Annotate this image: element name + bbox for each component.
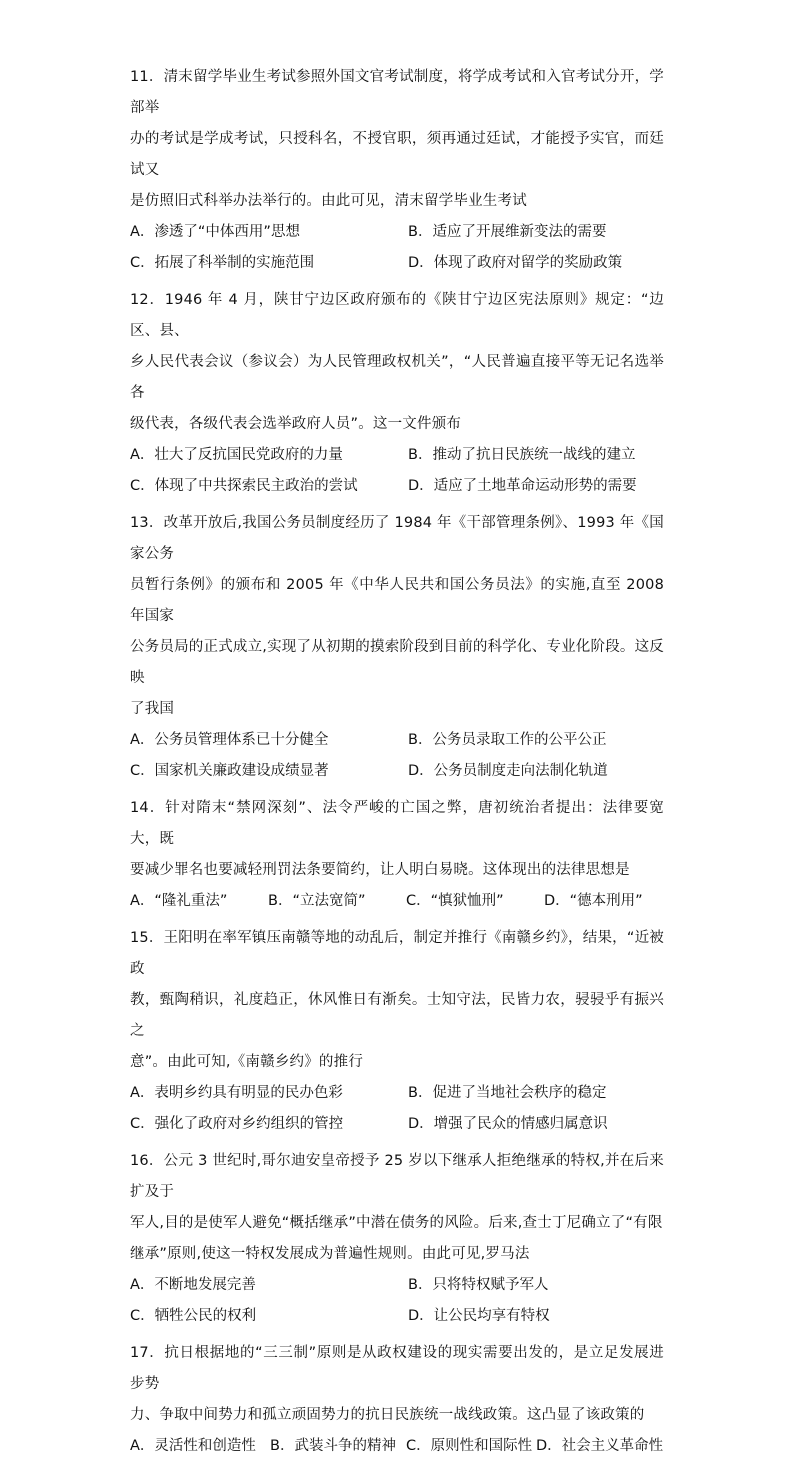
stem-line: 继承”原则,使这一特权发展成为普遍性规则。由此可见,罗马法 — [130, 1246, 530, 1262]
option-d: D．公务员制度走向法制化轨道 — [408, 763, 608, 779]
question-stem — [130, 1146, 664, 1270]
options — [130, 1431, 664, 1462]
question-16 — [130, 1146, 664, 1332]
stem-line: 16．公元 3 世纪时,哥尔迪安皇帝授予 25 岁以下继承人拒绝继承的特权,并在后来扩及于 — [130, 1153, 664, 1200]
stem-line: 要减少罪名也要减轻刑罚法条要简约，让人明白易晓。这体现出的法律思想是 — [130, 862, 630, 878]
option-b: B．推动了抗日民族统一战线的建立 — [408, 447, 636, 463]
option-a: A．不断地发展完善 — [130, 1277, 256, 1293]
option-a: A．表明乡约具有明显的民办色彩 — [130, 1085, 343, 1101]
question-11 — [130, 62, 664, 279]
question-15 — [130, 923, 664, 1140]
stem-line: 意”。由此可知,《南赣乡约》的推行 — [130, 1054, 364, 1070]
stem-line: 军人,目的是使军人避免“概括继承”中潜在债务的风险。后来,查士丁尼确立了“有限 — [130, 1215, 663, 1231]
question-stem — [130, 508, 664, 725]
stem-line: 17．抗日根据地的“三三制”原则是从政权建设的现实需要出发的，是立足发展进步势 — [130, 1345, 664, 1392]
options — [130, 1270, 664, 1332]
option-b: B．“立法宽简” — [268, 893, 366, 909]
option-c: C．强化了政府对乡约组织的管控 — [130, 1116, 344, 1132]
option-c: C．牺牲公民的权利 — [130, 1308, 257, 1324]
option-a: A．“隆礼重法” — [130, 893, 228, 909]
option-b: B．公务员录取工作的公平公正 — [408, 732, 607, 748]
stem-line: 14．针对隋末“禁网深刻”、法令严峻的亡国之弊，唐初统治者提出：法律要宽大，既 — [130, 800, 664, 847]
stem-line: 乡人民代表会议（参议会）为人民管理政权机关”，“人民普遍直接平等无记名选举各 — [130, 354, 664, 401]
option-a: A．渗透了“中体西用”思想 — [130, 224, 300, 240]
options — [130, 886, 664, 917]
question-13 — [130, 508, 664, 787]
options — [130, 725, 664, 787]
stem-line: 员暂行条例》的颁布和 2005 年《中华人民共和国公务员法》的实施,直至 2008 年国家 — [130, 577, 664, 624]
question-stem — [130, 62, 664, 217]
option-b: B．武装斗争的精神 — [270, 1438, 396, 1454]
option-c: C．国家机关廉政建设成绩显著 — [130, 763, 329, 779]
stem-line: 是仿照旧式科举办法举行的。由此可见，清末留学毕业生考试 — [130, 193, 527, 209]
question-14 — [130, 793, 664, 917]
option-a: A．灵活性和创造性 — [130, 1438, 256, 1454]
stem-line: 教，甄陶稍识，礼度趋正，休风惟日有渐矣。士知守法，民皆力农，骎骎乎有振兴之 — [130, 992, 664, 1039]
stem-line: 级代表，各级代表会选举政府人员”。这一文件颁布 — [130, 416, 462, 432]
stem-line: 力、争取中间势力和孤立顽固势力的抗日民族统一战线政策。这凸显了该政策的 — [130, 1407, 645, 1423]
question-12 — [130, 285, 664, 502]
stem-line: 12．1946 年 4 月，陕甘宁边区政府颁布的《陕甘宁边区宪法原则》规定：“边区、县、 — [130, 292, 664, 339]
question-stem — [130, 1338, 664, 1431]
option-c: C．体现了中共探索民主政治的尝试 — [130, 478, 358, 494]
option-c: C．“慎狱恤刑” — [406, 893, 504, 909]
option-d: D．体现了政府对留学的奖励政策 — [408, 255, 623, 271]
option-c: C．拓展了科举制的实施范围 — [130, 255, 315, 271]
options — [130, 217, 664, 279]
option-b: B．适应了开展维新变法的需要 — [408, 224, 607, 240]
options — [130, 1078, 664, 1140]
option-d: D．增强了民众的情感归属意识 — [408, 1116, 608, 1132]
option-a: A．壮大了反抗国民党政府的力量 — [130, 447, 343, 463]
stem-line: 公务员局的正式成立,实现了从初期的摸索阶段到目前的科学化、专业化阶段。这反映 — [130, 639, 665, 686]
option-a: A．公务员管理体系已十分健全 — [130, 732, 329, 748]
stem-line: 了我国 — [130, 701, 175, 717]
option-d: D．适应了土地革命运动形势的需要 — [408, 478, 637, 494]
question-stem — [130, 793, 664, 886]
option-d: D．“德本刑用” — [544, 893, 643, 909]
option-d: D．社会主义革命性 — [536, 1438, 664, 1454]
stem-line: 13．改革开放后,我国公务员制度经历了 1984 年《干部管理条例》、1993 年《国家公务 — [130, 515, 664, 562]
question-stem — [130, 285, 664, 440]
option-b: B．只将特权赋予军人 — [408, 1277, 549, 1293]
question-17 — [130, 1338, 664, 1462]
option-b: B．促进了当地社会秩序的稳定 — [408, 1085, 607, 1101]
stem-line: 11．清末留学毕业生考试参照外国文官考试制度，将学成考试和入官考试分开，学部举 — [130, 69, 664, 116]
option-c: C．原则性和国际性 — [406, 1438, 533, 1454]
question-stem — [130, 923, 664, 1078]
option-d: D．让公民均享有特权 — [408, 1308, 550, 1324]
stem-line: 15．王阳明在率军镇压南赣等地的动乱后，制定并推行《南赣乡约》，结果，“近被政 — [130, 930, 664, 977]
stem-line: 办的考试是学成考试，只授科名，不授官职，须再通过廷试，才能授予实官，而廷试又 — [130, 131, 664, 178]
options — [130, 440, 664, 502]
